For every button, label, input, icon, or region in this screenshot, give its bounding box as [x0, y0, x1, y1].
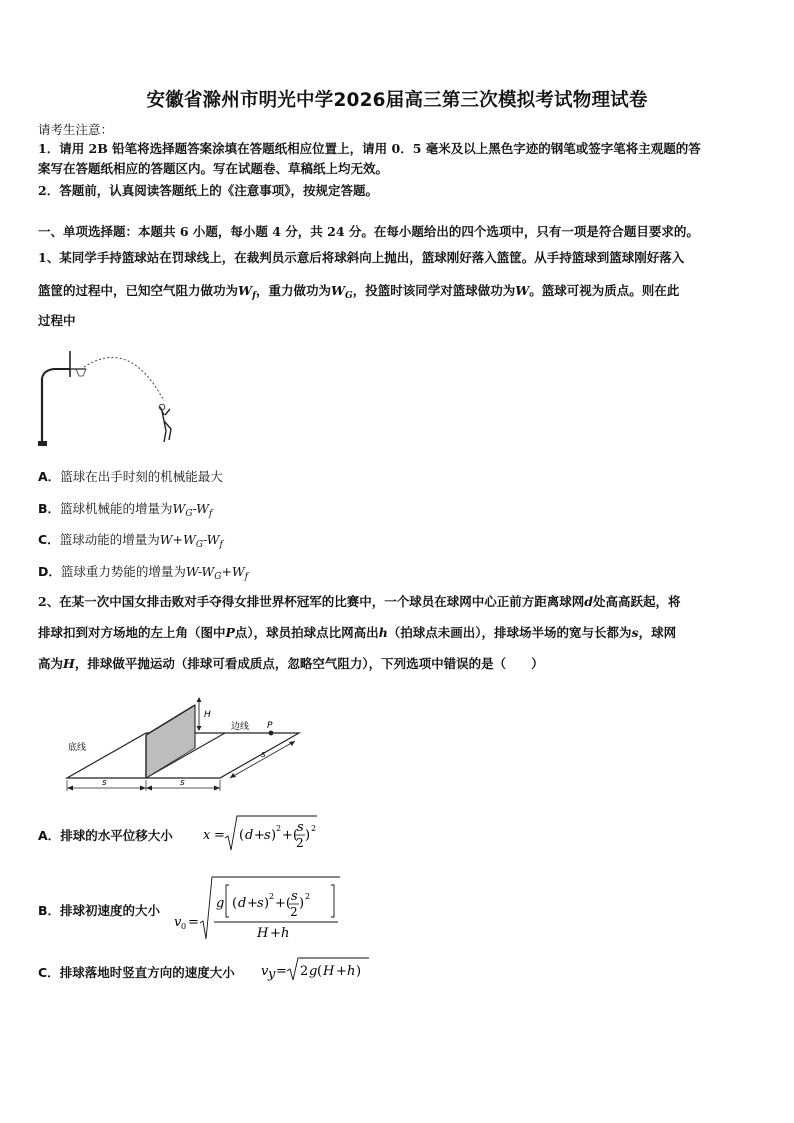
svg-text:+(: +( [282, 828, 298, 843]
svg-text:0: 0 [181, 922, 187, 931]
notice-heading: 请考生注意： [38, 122, 114, 137]
notice-item-1-line-2: 案写在答题纸相应的答题区内。写在试题卷、草稿纸上均无效。 [38, 161, 389, 176]
bottom-line-label: 底线 [68, 743, 87, 753]
svg-text:): ) [264, 896, 270, 911]
svg-text:s: s [291, 889, 298, 904]
basketball-figure [38, 343, 188, 453]
q1-option-b[interactable]: B．篮球机械能的增量为$W_G-W_f$ [38, 501, 213, 519]
svg-text:): ) [299, 896, 305, 911]
svg-text:): ) [271, 828, 277, 843]
svg-text:2: 2 [296, 836, 304, 850]
court-width-label: s [261, 750, 266, 760]
svg-text:H: H [257, 926, 269, 941]
svg-text:): ) [356, 964, 362, 979]
q1-option-d[interactable]: D．篮球重力势能的增量为$W-W_G+W_f$ [38, 564, 249, 582]
svg-text:(: ( [317, 964, 323, 979]
svg-text:+: + [270, 926, 281, 941]
svg-text:2: 2 [290, 905, 298, 919]
q1-stem-line-2: 篮筐的过程中，已知空气阻力做功为$W_f$，重力做功为$W_G$，投篮时该同学对篮球做功为W。篮球可视为质点。则在此 [38, 283, 680, 301]
q1-option-a[interactable]: A．篮球在出手时刻的机械能最大 [38, 469, 223, 484]
svg-text:g: g [216, 896, 225, 911]
svg-text:): ) [305, 828, 311, 843]
svg-text:h: h [347, 964, 356, 979]
svg-text:2: 2 [300, 964, 309, 979]
svg-text:s: s [297, 820, 304, 835]
svg-text:+: + [247, 896, 258, 911]
svg-text:s: s [264, 828, 271, 843]
formula-a [201, 812, 326, 856]
svg-text:g: g [309, 964, 318, 979]
svg-text:+(: +( [275, 896, 291, 911]
svg-text:=: = [276, 964, 287, 979]
net-height-label: H [204, 710, 211, 720]
svg-text:x: x [203, 828, 211, 843]
q1-stem-line-3: 过程中 [38, 313, 76, 328]
svg-text:v: v [261, 964, 269, 979]
svg-text:(: ( [232, 896, 238, 911]
point-p-label: P [267, 721, 273, 731]
svg-text:+: + [336, 964, 347, 979]
formula-c [259, 955, 374, 983]
svg-text:2: 2 [305, 892, 311, 901]
side-line-label: 边线 [231, 722, 250, 732]
q2-stem-line-1: 2、在某一次中国女排击败对手夺得女排世界杯冠军的比赛中，一个球员在球网中心正前方距离球网d处高高跃起，将 [38, 594, 681, 609]
notice-item-2: 2．答题前，认真阅读答题纸上的《注意事项》，按规定答题。 [38, 183, 378, 198]
q2-option-c[interactable]: C．排球落地时竖直方向的速度大小 [38, 965, 235, 980]
svg-text:=: = [188, 915, 199, 930]
q1-stem-line-1: 1、某同学手持篮球站在罚球线上，在裁判员示意后将球斜向上抛出，篮球刚好落入篮筐。从手持篮球到篮球刚好落入 [38, 250, 685, 265]
svg-text:2: 2 [269, 892, 275, 901]
svg-text:d: d [238, 896, 247, 911]
formula-b [170, 873, 345, 943]
svg-text:v: v [174, 915, 182, 930]
half-length-label-left: s [102, 778, 107, 788]
svg-text:2: 2 [311, 824, 317, 833]
half-length-label-right: s [180, 778, 185, 788]
svg-text:+: + [254, 828, 265, 843]
q1-option-c[interactable]: C．篮球动能的增量为$W+W_G-W_f$ [38, 532, 223, 550]
svg-text:h: h [281, 926, 290, 941]
svg-text:2: 2 [276, 824, 282, 833]
svg-text:y: y [268, 967, 276, 982]
q2-option-a[interactable]: A．排球的水平位移大小 [38, 828, 173, 843]
page-title: 安徽省滁州市明光中学2026届高三第三次模拟考试物理试卷 [146, 90, 648, 111]
svg-text:(: ( [239, 828, 245, 843]
q2-stem-line-2: 排球扣到对方场地的左上角（图中P点），球员拍球点比网高出h（拍球点未画出），排球场半场的宽与长都为s，球网 [38, 625, 677, 640]
q2-stem-line-3: 高为H，排球做平抛运动（排球可看成质点，忽略空气阻力），下列选项中错误的是（ ） [38, 656, 544, 671]
svg-text:H: H [323, 964, 335, 979]
svg-text:=: = [214, 828, 225, 843]
svg-text:s: s [257, 896, 264, 911]
q2-option-b[interactable]: B．排球初速度的大小 [38, 903, 161, 918]
section-heading: 一、单项选择题：本题共 6 小题，每小题 4 分，共 24 分。在每小题给出的四个选项中，只有一项是符合题目要求的。 [38, 224, 699, 239]
notice-item-1-line-1: 1．请用 2B 铅笔将选择题答案涂填在答题纸相应位置上，请用 0．5 毫米及以上黑色字迹的钢笔或签字笔将主观题的答 [38, 141, 701, 156]
svg-text:d: d [245, 828, 254, 843]
volleyball-court-figure [55, 688, 305, 798]
